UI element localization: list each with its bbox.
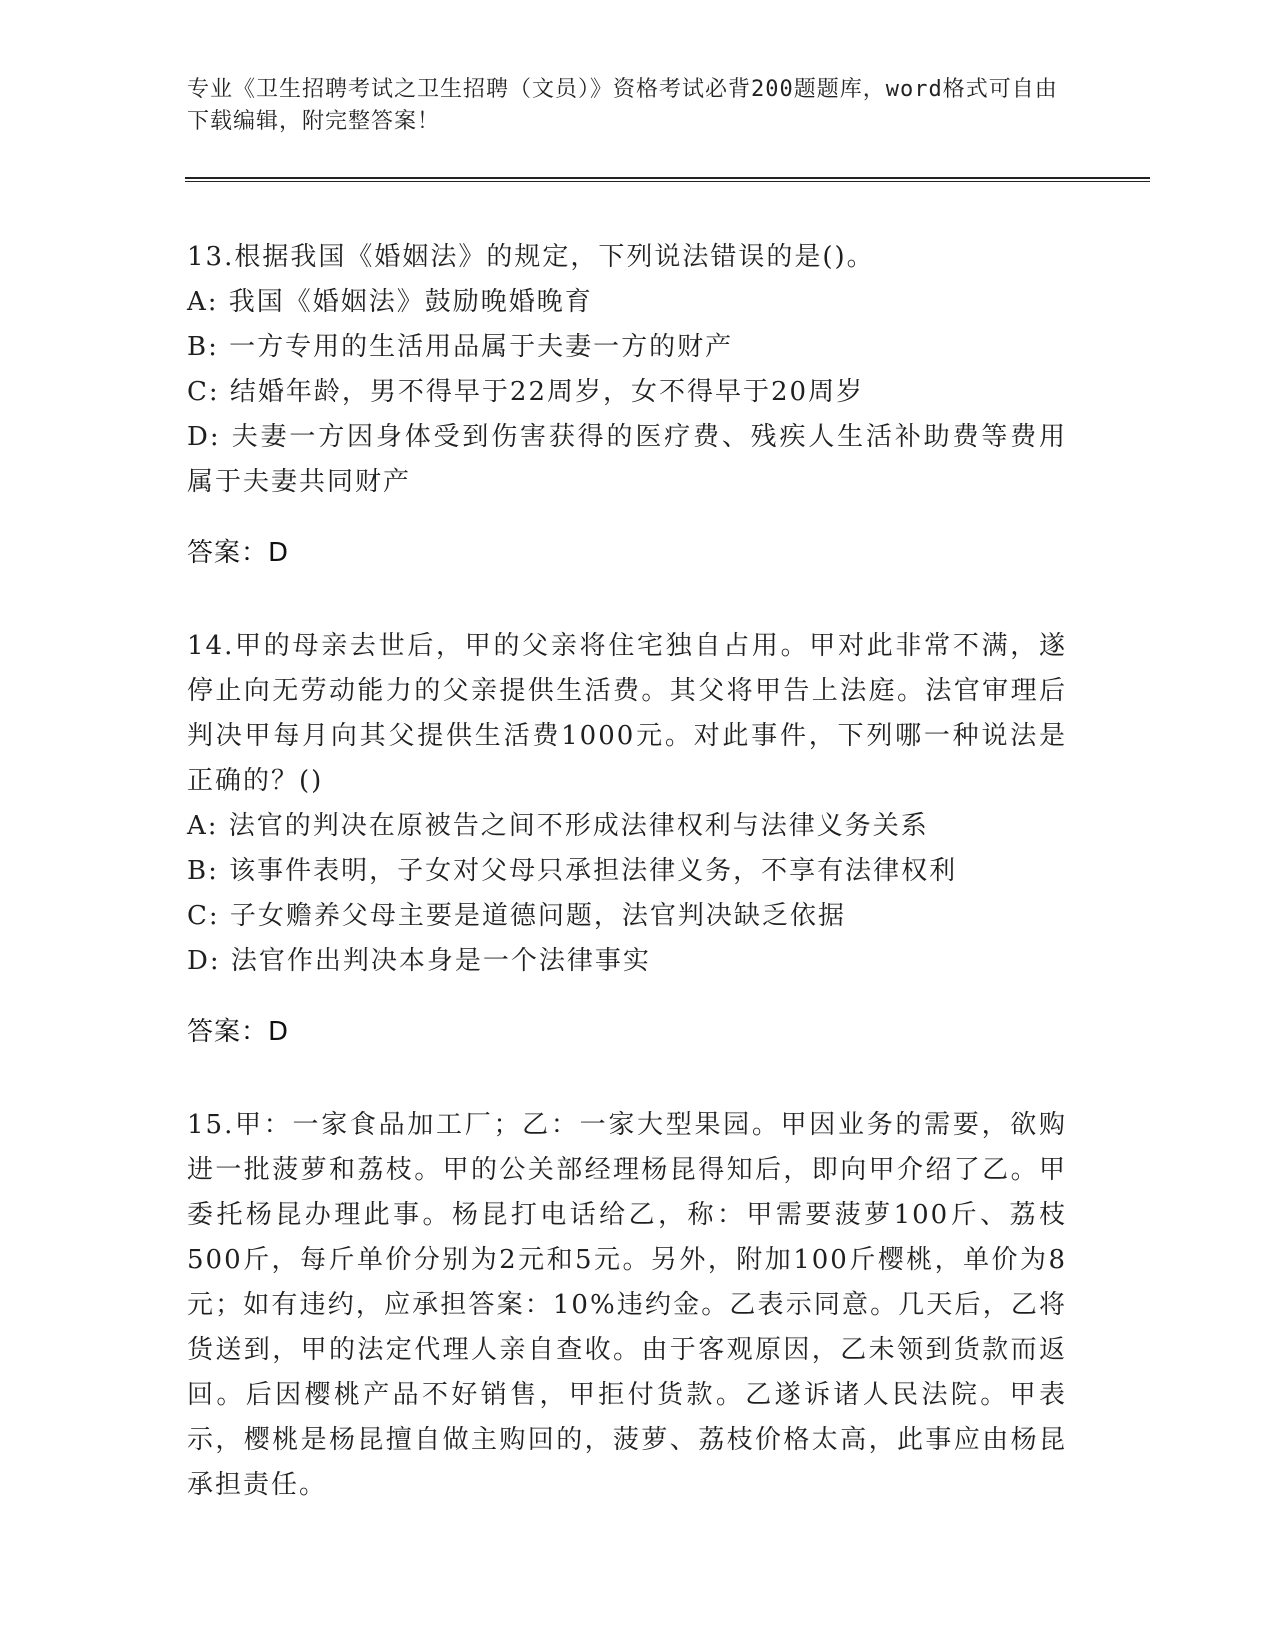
question-15	[187, 1103, 1067, 1508]
question-stem: 14.甲的母亲去世后，甲的父亲将住宅独自占用。甲对此非常不满，遂停止向无劳动能力的父亲提供生活费。其父将甲告上法庭。法官审理后判决甲每月向其父提供生活费1000元。对此事件，下列哪一种说法是正确的？()	[187, 631, 1067, 796]
option-a: A: 我国《婚姻法》鼓励晚婚晚育	[187, 287, 593, 317]
option-c: C: 子女赡养父母主要是道德问题，法官判决缺乏依据	[187, 901, 846, 931]
option-d: D: 夫妻一方因身体受到伤害获得的医疗费、残疾人生活补助费等费用属于夫妻共同财产	[187, 422, 1067, 497]
option-b: B: 一方专用的生活用品属于夫妻一方的财产	[187, 332, 734, 362]
question-14	[187, 624, 1067, 1055]
option-d: D: 法官作出判决本身是一个法律事实	[187, 946, 651, 976]
document-header: 专业《卫生招聘考试之卫生招聘（文员）》资格考试必背200题题库，word格式可自由下载编辑，附完整答案！	[187, 77, 1058, 134]
answer: 答案：D	[187, 1017, 290, 1047]
header-divider-thin	[185, 181, 1150, 182]
header-divider	[185, 177, 1150, 179]
answer: 答案：D	[187, 538, 290, 568]
question-stem: 15.甲：一家食品加工厂；乙：一家大型果园。甲因业务的需要，欲购进一批菠萝和荔枝。甲的公关部经理杨昆得知后，即向甲介绍了乙。甲委托杨昆办理此事。杨昆打电话给乙，称：甲需要菠萝100斤、荔枝500斤，每斤单价分别为2元和5元。另外，附加100斤樱桃，单价为8元；如有违约，应承担答案：10%违约金。乙表示同意。几天后，乙将货送到，甲的法定代理人亲自查收。由于客观原因，乙未领到货款而返回。后因樱桃产品不好销售，甲拒付货款。乙遂诉诸人民法院。甲表示，樱桃是杨昆擅自做主购回的，菠萝、荔枝价格太高，此事应由杨昆承担责任。	[187, 1110, 1067, 1500]
question-stem: 13.根据我国《婚姻法》的规定，下列说法错误的是()。	[187, 242, 875, 272]
option-c: C: 结婚年龄，男不得早于22周岁，女不得早于20周岁	[187, 377, 865, 407]
option-b: B: 该事件表明，子女对父母只承担法律义务，不享有法律权利	[187, 856, 958, 886]
option-a: A: 法官的判决在原被告之间不形成法律权利与法律义务关系	[187, 811, 929, 841]
question-13	[187, 235, 1067, 576]
question-list	[187, 235, 1067, 1556]
